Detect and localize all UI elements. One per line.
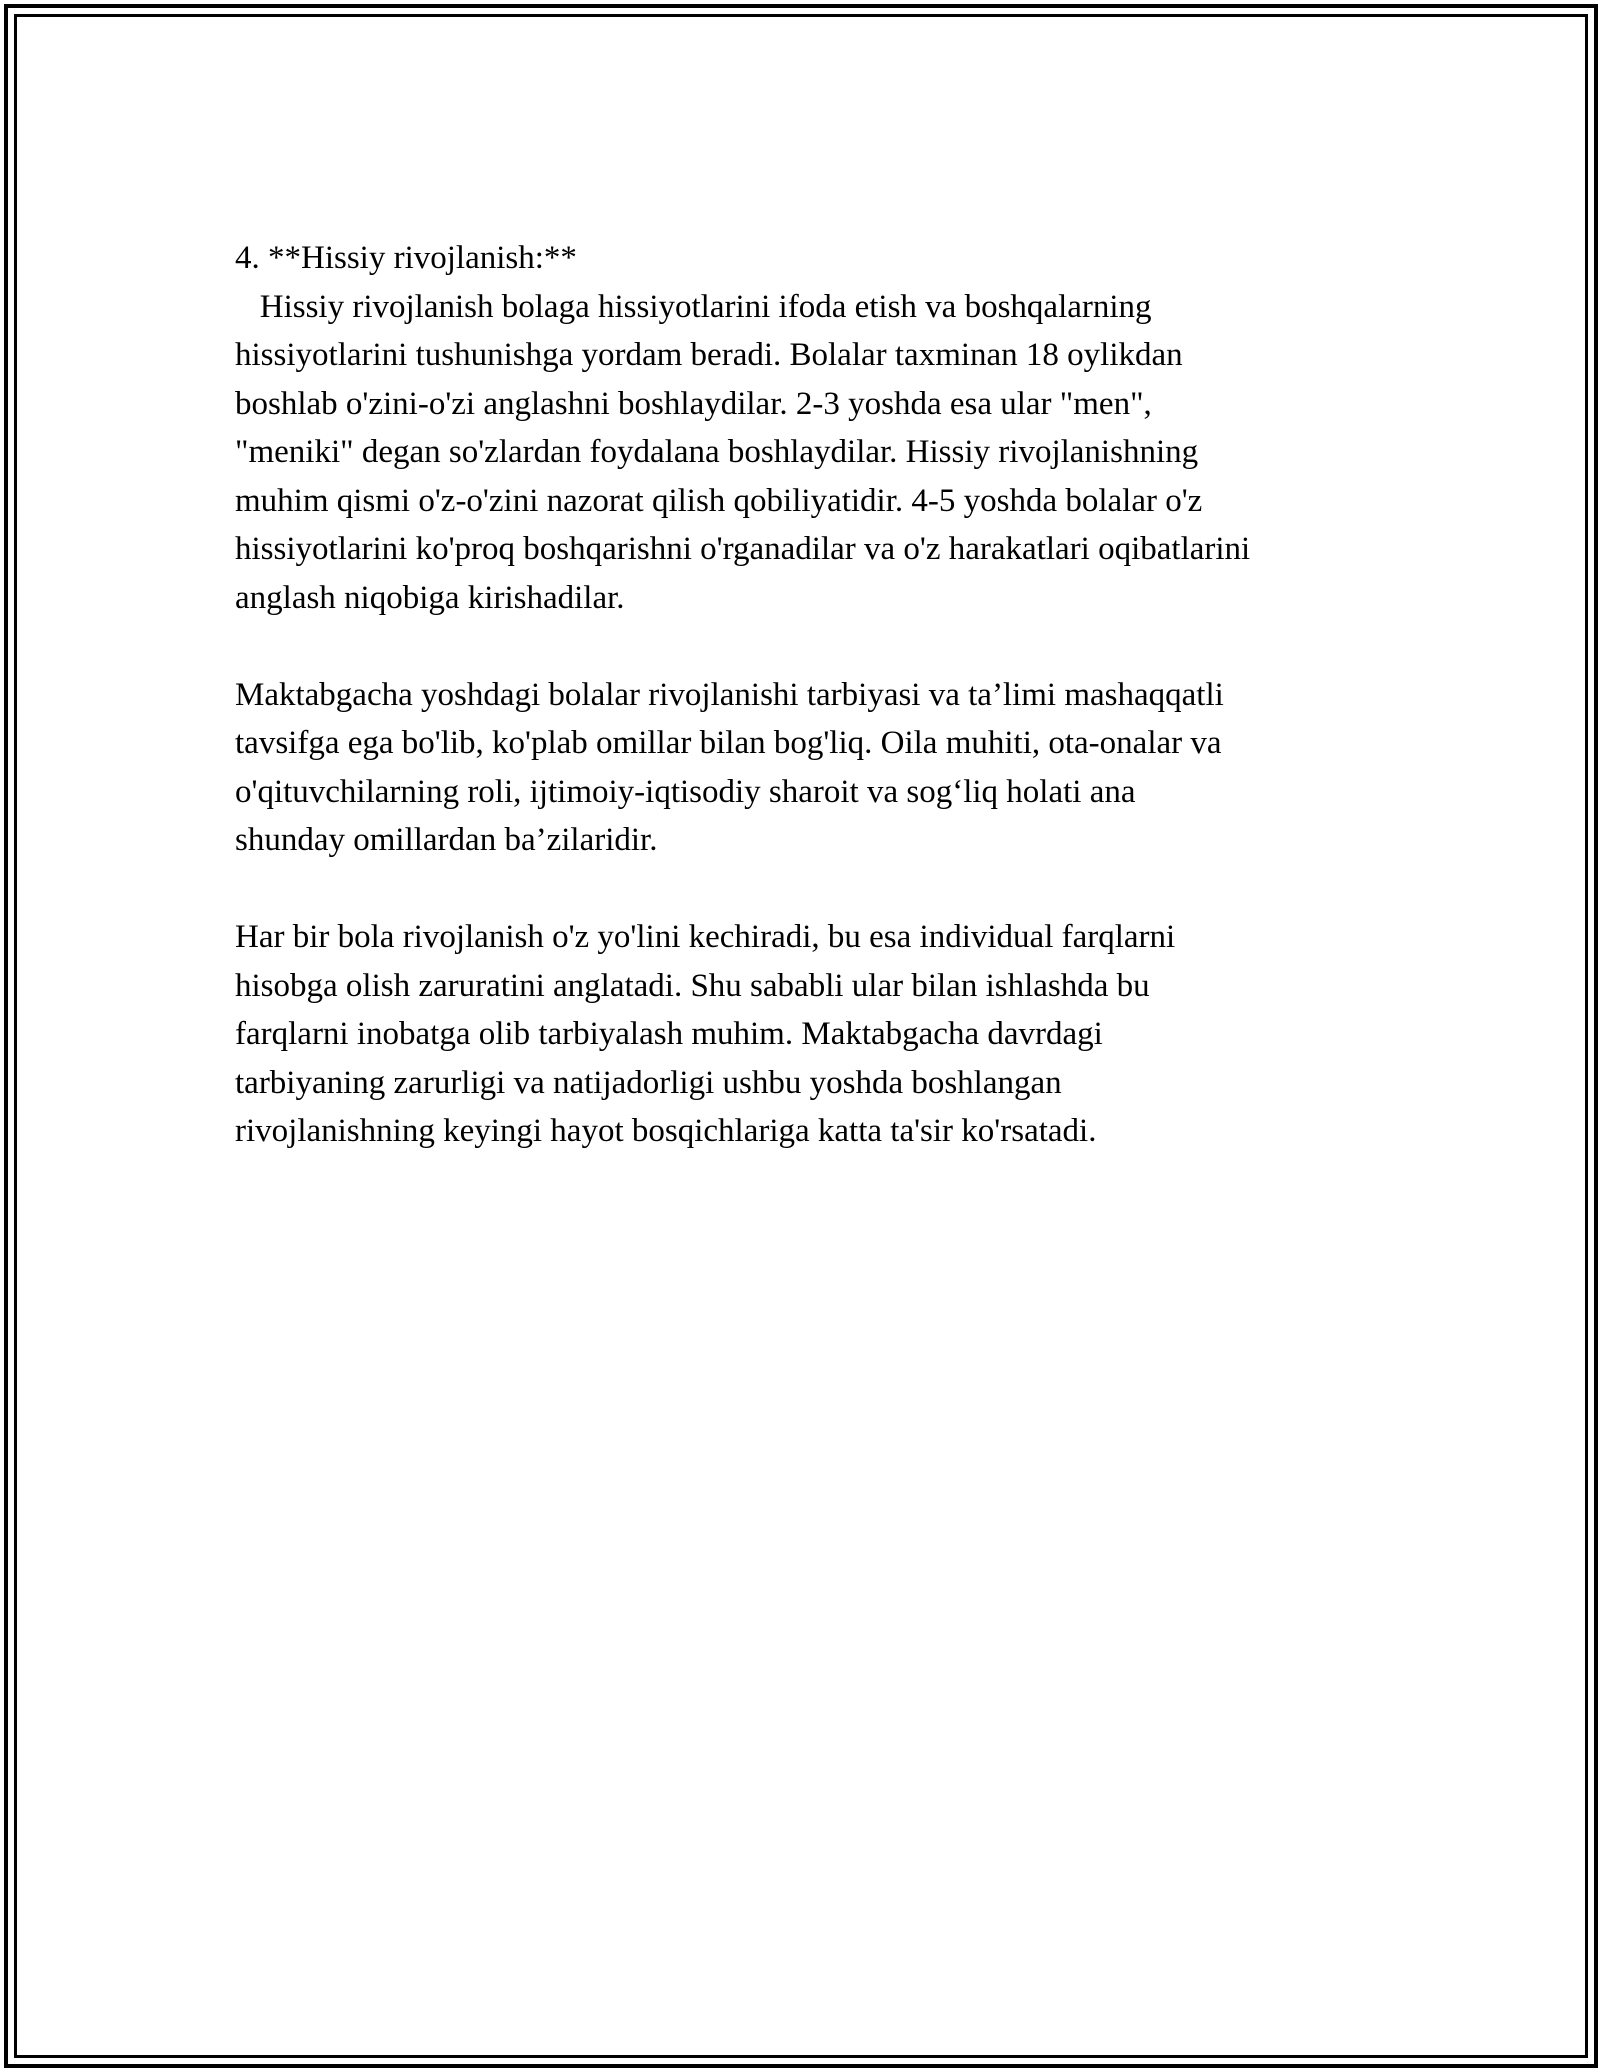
- paragraph-line: o'qituvchilarning roli, ijtimoiy-iqtisodiy sharoit va sog‘liq holati ana: [235, 773, 1136, 810]
- paragraph-line: boshlab o'zini-o'zi anglashni boshlaydilar. 2-3 yoshda esa ular "men",: [235, 385, 1152, 422]
- paragraph-line: farqlarni inobatga olib tarbiyalash muhim. Maktabgacha davrdagi: [235, 1016, 1103, 1052]
- paragraph-line: shunday omillardan ba’zilaridir.: [235, 822, 658, 858]
- document-body: [235, 234, 1405, 1156]
- paragraph-spacer: [235, 865, 1405, 914]
- paragraph-line: anglash niqobiga kirishadilar.: [235, 579, 625, 616]
- section-emotional-development: [235, 234, 1405, 622]
- paragraph-line: Har bir bola rivojlanish o'z yo'lini kechiradi, bu esa individual farqlarni: [235, 919, 1176, 955]
- section-heading: 4. **Hissiy rivojlanish:**: [235, 240, 577, 276]
- paragraph-line: hissiyotlarini ko'proq boshqarishni o'rganadilar va o'z harakatlari oqibatlarini: [235, 531, 1251, 567]
- paragraph-spacer: [235, 622, 1405, 671]
- paragraph-line: Maktabgacha yoshdagi bolalar rivojlanishi tarbiyasi va ta’limi mashaqqatli: [235, 676, 1224, 713]
- paragraph-line: hisobga olish zaruratini anglatadi. Shu sababli ular bilan ishlashda bu: [235, 967, 1150, 1004]
- paragraph-factors: [235, 671, 1405, 865]
- paragraph-line: tavsifga ega bo'lib, ko'plab omillar bilan bog'liq. Oila muhiti, ota-onalar va: [235, 725, 1222, 761]
- paragraph-line: rivojlanishning keyingi hayot bosqichlariga katta ta'sir ko'rsatadi.: [235, 1113, 1097, 1149]
- paragraph-line: tarbiyaning zarurligi va natijadorligi ushbu yoshda boshlangan: [235, 1064, 1062, 1101]
- paragraph-line: hissiyotlarini tushunishga yordam beradi. Bolalar taxminan 18 oylikdan: [235, 337, 1183, 373]
- paragraph-line: "meniki" degan so'zlardan foydalana boshlaydilar. Hissiy rivojlanishning: [235, 434, 1199, 470]
- paragraph-individual-differences: [235, 913, 1405, 1156]
- paragraph-line: Hissiy rivojlanish bolaga hissiyotlarini ifoda etish va boshqalarning: [235, 288, 1152, 325]
- paragraph-line: muhim qismi o'z-o'zini nazorat qilish qobiliyatidir. 4-5 yoshda bolalar o'z: [235, 482, 1203, 519]
